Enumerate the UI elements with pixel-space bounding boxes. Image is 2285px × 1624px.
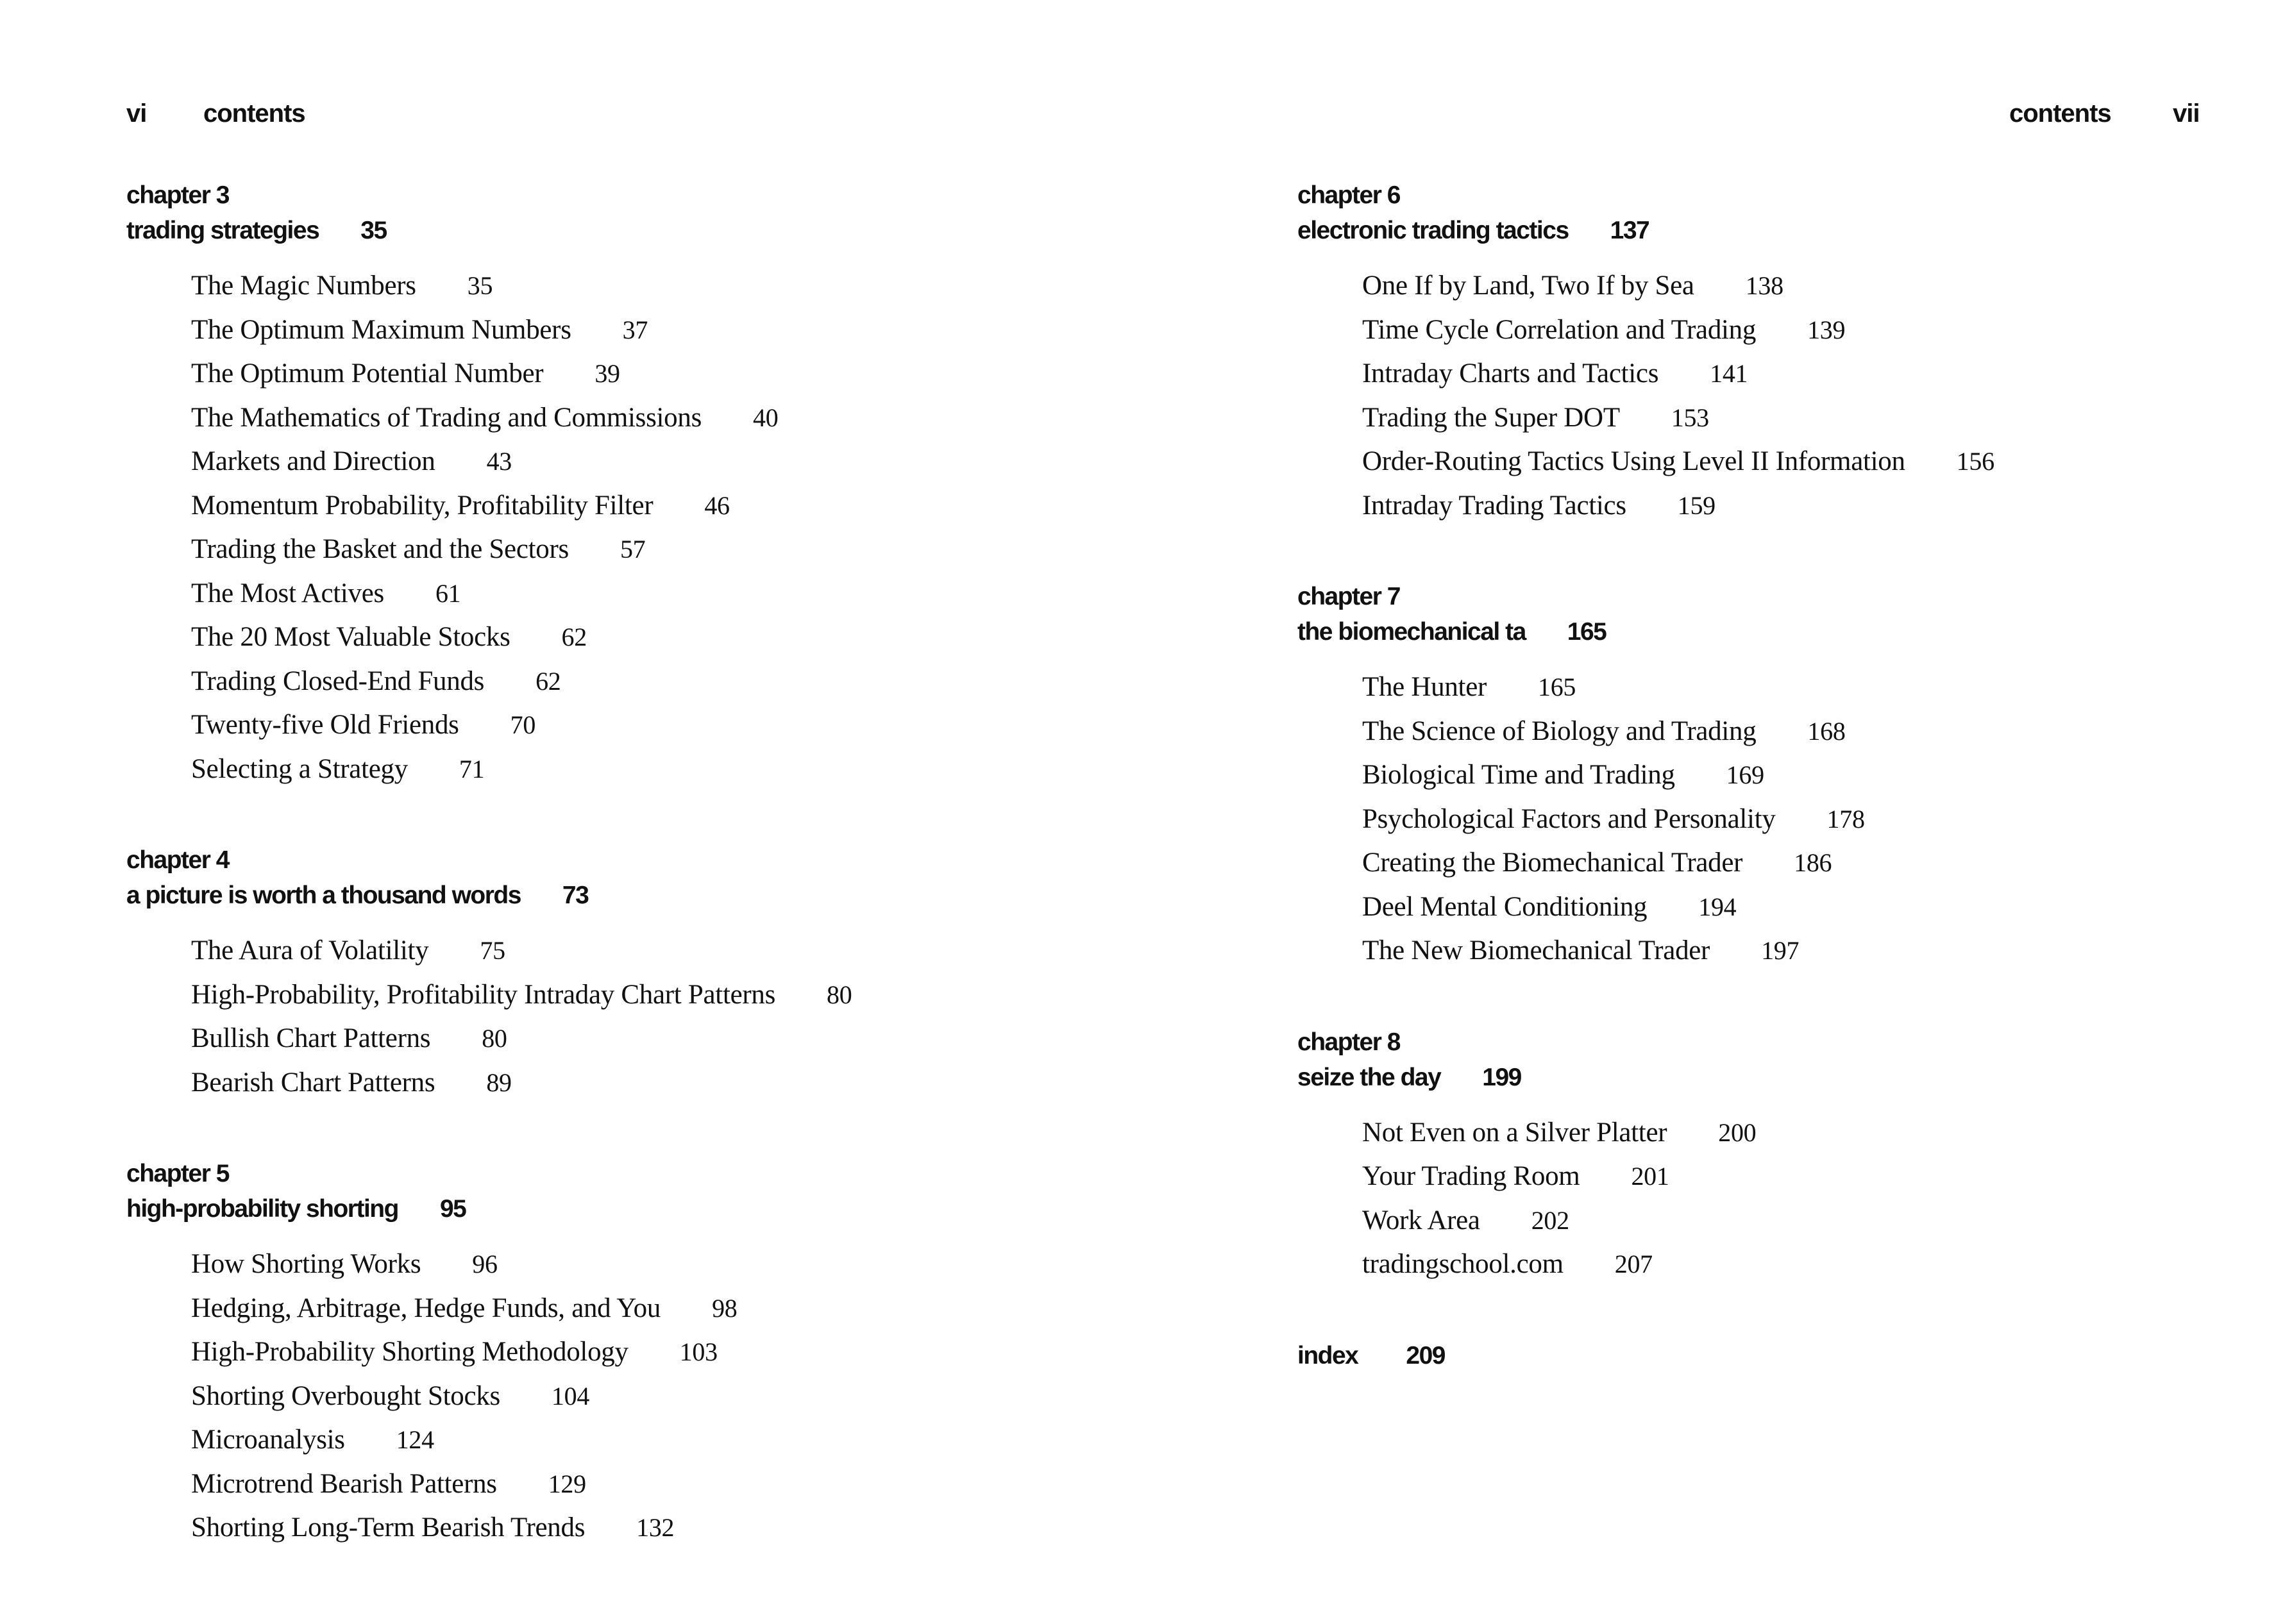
toc-entry [191,440,1088,484]
chapter-title: a picture is worth a thousand words [126,882,521,909]
chapter-label: chapter 5 [126,1160,229,1187]
entry-page: 178 [1826,804,1865,833]
toc-entry [1362,841,2259,885]
chapter-title-line [126,878,1088,913]
entry-page: 197 [1761,936,1800,965]
entry-list [126,1243,1088,1550]
entry-page: 165 [1538,673,1576,701]
entry-page: 57 [620,535,646,564]
toc-entry [191,1375,1088,1419]
entry-title: Trading the Super DOT [1362,402,1620,433]
entry-title: Microtrend Bearish Patterns [191,1468,497,1499]
chapter-title: electronic trading tactics [1297,217,1569,244]
entry-title: Your Trading Room [1362,1161,1580,1191]
entry-page: 132 [636,1513,675,1542]
chapter-3 [126,178,1088,791]
toc-entry [191,308,1088,353]
toc-entry [1362,308,2259,353]
running-title: contents [203,99,305,128]
toc-entry [191,1061,1088,1105]
chapter-title-line [126,213,1088,248]
toc-entry [1362,1243,2259,1287]
toc-entry [1362,1155,2259,1199]
chapter-page: 165 [1567,618,1606,646]
entry-title: The New Biomechanical Trader [1362,935,1710,966]
toc-entry [191,1462,1088,1507]
entry-page: 62 [535,666,561,696]
entry-page: 46 [704,490,730,520]
chapter-8 [1297,1025,2259,1287]
running-head-left [126,99,305,128]
entry-page: 43 [486,447,512,476]
entry-page: 138 [1745,271,1783,300]
entry-title: Intraday Trading Tactics [1362,490,1626,521]
chapter-title-line [126,1191,1088,1226]
chapter-page: 35 [360,217,387,244]
folio: vi [126,99,147,128]
toc-entry [191,1017,1088,1061]
chapter-title: trading strategies [126,217,319,244]
chapter-title: high-probability shorting [126,1195,398,1223]
entry-list [1297,264,2259,528]
running-title: contents [2009,99,2111,128]
entry-title: Not Even on a Silver Platter [1362,1117,1667,1148]
toc-entry [1362,710,2259,754]
entry-title: Biological Time and Trading [1362,760,1675,790]
entry-title: Shorting Long-Term Bearish Trends [191,1512,586,1543]
entry-page: 71 [459,754,485,783]
entry-title: The Optimum Maximum Numbers [191,314,571,345]
entry-title: Psychological Factors and Personality [1362,803,1776,834]
entry-title: Bullish Chart Patterns [191,1023,431,1053]
entry-title: High-Probability Shorting Methodology [191,1337,628,1367]
entry-title: One If by Land, Two If by Sea [1362,271,1694,301]
entry-page: 124 [396,1425,434,1454]
chapter-title: the biomechanical ta [1297,618,1526,646]
entry-title: Trading Closed-End Funds [191,666,485,696]
toc-entry [191,1243,1088,1287]
entry-page: 129 [548,1469,586,1498]
chapter-title-line [1297,213,2259,248]
toc-entry [191,748,1088,792]
toc-entry [191,660,1088,704]
entry-title: High-Probability, Profitability Intraday Chart Patterns [191,979,776,1010]
entry-page: 40 [753,403,779,432]
entry-page: 169 [1726,760,1764,789]
entry-page: 89 [486,1067,512,1097]
chapter-label: chapter 8 [1297,1028,1400,1056]
entry-page: 202 [1531,1205,1569,1235]
entry-title: Microanalysis [191,1425,345,1455]
entry-list [126,929,1088,1105]
entry-page: 62 [561,623,587,651]
toc-entry [1362,798,2259,842]
entry-title: Time Cycle Correlation and Trading [1362,314,1757,345]
entry-list [1297,666,2259,973]
entry-page: 70 [510,710,536,739]
toc-entry [1362,753,2259,798]
toc-entry [191,929,1088,973]
entry-title: Momentum Probability, Profitability Filter [191,490,653,521]
entry-page: 103 [679,1337,718,1366]
toc-entry [191,703,1088,748]
entry-title: Deel Mental Conditioning [1362,891,1648,922]
chapter-label: chapter 3 [126,181,229,209]
entry-list [126,264,1088,791]
chapter-title-line [1297,614,2259,649]
entry-title: The Hunter [1362,672,1487,702]
toc-entry [1362,352,2259,396]
entry-page: 80 [482,1024,507,1053]
toc-entry [1362,1111,2259,1155]
entry-page: 159 [1677,490,1716,520]
chapter-label: chapter 4 [126,846,229,874]
folio: vii [2173,99,2200,128]
entry-title: Order-Routing Tactics Using Level II Information [1362,446,1905,476]
toc-entry [1362,885,2259,930]
index-label: index [1297,1341,1358,1369]
entry-page: 201 [1631,1162,1669,1191]
chapter-title: seize the day [1297,1063,1441,1091]
toc-left [126,178,1088,1602]
entry-page: 200 [1718,1118,1757,1147]
toc-entry [1362,440,2259,484]
right-page [1142,0,2285,1624]
entry-title: The Science of Biology and Trading [1362,716,1757,746]
entry-page: 37 [622,315,648,344]
entry-page: 61 [435,578,461,608]
chapter-page: 199 [1482,1063,1521,1091]
toc-entry [1362,929,2259,973]
chapter-title-line [1297,1060,2259,1095]
entry-title: The Most Actives [191,578,384,608]
index-page: 209 [1406,1341,1445,1369]
chapter-page: 73 [562,882,589,909]
toc-entry [191,1418,1088,1462]
entry-page: 98 [712,1293,738,1323]
entry-title: Selecting a Strategy [191,753,408,784]
toc-entry [191,484,1088,528]
entry-page: 96 [472,1250,498,1278]
entry-title: The Optimum Potential Number [191,358,544,389]
toc-entry [191,615,1088,660]
entry-page: 141 [1710,359,1748,388]
entry-page: 186 [1794,848,1832,877]
entry-title: The 20 Most Valuable Stocks [191,622,510,652]
entry-title: tradingschool.com [1362,1249,1564,1279]
entry-page: 139 [1807,315,1846,344]
entry-title: How Shorting Works [191,1249,421,1279]
entry-list [1297,1111,2259,1287]
chapter-page: 95 [439,1195,466,1223]
entry-title: Trading the Basket and the Sectors [191,534,569,564]
entry-title: The Magic Numbers [191,271,416,301]
entry-page: 75 [480,936,505,965]
entry-title: Creating the Biomechanical Trader [1362,848,1743,878]
toc-entry [191,1330,1088,1375]
entry-title: Work Area [1362,1205,1480,1235]
left-page [0,0,1142,1624]
entry-page: 80 [827,980,852,1009]
entry-page: 35 [467,271,493,300]
entry-title: The Aura of Volatility [191,935,429,966]
entry-title: Twenty-five Old Friends [191,710,459,740]
toc-entry [191,396,1088,440]
toc-entry [191,352,1088,396]
entry-page: 39 [594,359,620,388]
chapter-label: chapter 6 [1297,181,1400,209]
entry-page: 156 [1956,447,1994,476]
chapter-page: 137 [1610,217,1649,244]
chapter-4 [126,842,1088,1105]
index-line [1297,1338,2259,1373]
toc-entry [191,1287,1088,1331]
chapter-6 [1297,178,2259,528]
toc-entry [191,973,1088,1017]
toc-entry [1362,666,2259,710]
chapter-label: chapter 7 [1297,583,1400,610]
chapter-7 [1297,579,2259,973]
entry-title: The Mathematics of Trading and Commissions [191,402,702,433]
entry-title: Hedging, Arbitrage, Hedge Funds, and You [191,1293,661,1323]
entry-page: 207 [1614,1250,1653,1278]
entry-page: 104 [551,1381,590,1411]
entry-title: Markets and Direction [191,446,435,476]
toc-entry [1362,396,2259,440]
toc-right [1297,178,2259,1373]
entry-title: Shorting Overbought Stocks [191,1380,500,1411]
toc-entry [1362,484,2259,528]
chapter-5 [126,1156,1088,1550]
toc-entry [191,264,1088,308]
toc-entry [1362,1199,2259,1243]
entry-page: 153 [1671,403,1709,432]
toc-entry [191,528,1088,572]
toc-entry [191,572,1088,616]
entry-page: 168 [1807,716,1846,746]
entry-title: Intraday Charts and Tactics [1362,358,1659,389]
entry-page: 194 [1698,892,1737,921]
entry-title: Bearish Chart Patterns [191,1067,435,1098]
toc-entry [1362,264,2259,308]
running-head-right [2009,99,2199,128]
toc-entry [191,1506,1088,1550]
